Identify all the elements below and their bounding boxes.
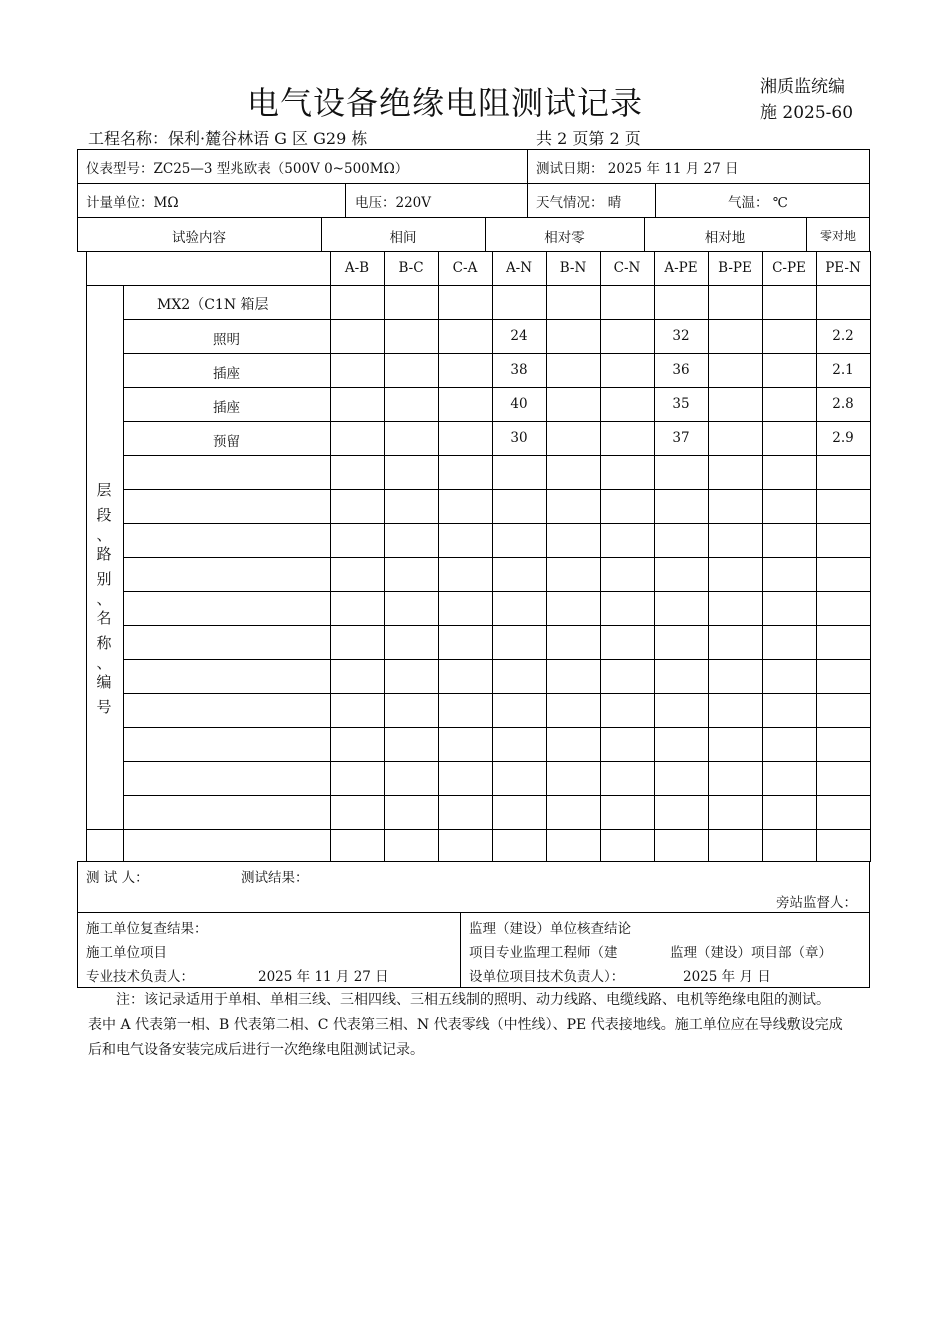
side-label-char: 、 (96, 526, 112, 544)
review-line3: 专业技术负责人： (86, 969, 194, 985)
check-title: 监理（建设）单位核查结论 (469, 921, 631, 937)
column-header-c-pe: C-PE (772, 260, 806, 276)
column-header-c-a: C-A (452, 260, 478, 276)
project-name: 工程名称：保利·麓谷林语 G 区 G29 栋 (88, 129, 368, 148)
page-count: 共 2 页第 2 页 (536, 129, 641, 148)
group-header-test-content: 试验内容 (172, 230, 226, 246)
value-cell: 37 (672, 430, 690, 446)
value-cell: 32 (672, 328, 690, 344)
form-code (760, 74, 853, 126)
value-cell: 2.2 (832, 328, 854, 344)
side-label-char: 层 (96, 481, 112, 499)
test-date: 测试日期： 2025 年 11 月 27 日 (536, 161, 739, 177)
check-date: 2025 年 月 日 (683, 969, 771, 985)
value-cell: 24 (510, 328, 528, 344)
group-header-phase-ground: 相对地 (704, 230, 746, 246)
column-header-b-pe: B-PE (718, 260, 752, 276)
row-name: MX2（C1N 箱层 (157, 297, 269, 313)
row-name: 插座 (213, 366, 240, 382)
value-cell: 40 (510, 396, 528, 412)
value-cell: 38 (510, 362, 528, 378)
value-cell: 36 (672, 362, 690, 378)
note-line1: 注：该记录适用于单相、单相三线、三相四线、三相五线制的照明、动力线路、电缆线路、电机等绝缘电阻的测试。 (116, 992, 830, 1008)
side-label-char: 、 (96, 654, 112, 672)
note-line2: 表中 A 代表第一相、B 代表第二相、C 代表第三相、N 代表零线（中性线）、PE 代表接地线。施工单位应在导线敷设完成 (88, 1017, 843, 1033)
weather: 天气情况： 晴 (536, 195, 622, 211)
side-label-char: 、 (96, 590, 112, 608)
value-cell: 35 (672, 396, 690, 412)
review-line2: 施工单位项目 (86, 945, 167, 961)
instrument-model: 仪表型号：ZC25—3 型兆欧表（500V 0~500MΩ） (86, 161, 409, 177)
row-name: 照明 (213, 332, 240, 348)
group-header-phase-neutral: 相对零 (544, 230, 585, 246)
value-cell: 2.9 (832, 430, 854, 446)
side-label-char: 称 (96, 634, 112, 652)
voltage: 电压：220V (355, 195, 432, 211)
value-cell: 30 (510, 430, 528, 446)
measure-unit: 计量单位：MΩ (86, 195, 179, 211)
review-date: 2025 年 11 月 27 日 (258, 969, 389, 985)
value-cell: 2.1 (832, 362, 854, 378)
side-label-char: 号 (96, 698, 112, 716)
review-title: 施工单位复查结果： (86, 921, 208, 937)
check-line2b: 监理（建设）项目部（章） (670, 945, 832, 961)
supervisor-label: 旁站监督人： (776, 895, 857, 911)
tester-section (77, 861, 870, 913)
document-title: 电气设备绝缘电阻测试记录 (246, 84, 643, 122)
side-label-char: 编 (96, 673, 112, 691)
row-name: 预留 (213, 434, 240, 450)
side-label-char: 名 (96, 609, 112, 627)
side-label (86, 478, 122, 720)
column-header-a-n: A-N (505, 260, 533, 276)
form-code-line1: 湘质监统编 (760, 77, 845, 97)
check-line3: 设单位项目技术负责人）： (469, 969, 625, 985)
test-result-label: 测试结果： (241, 870, 309, 886)
side-label-char: 路 (96, 545, 112, 563)
side-label-char: 段 (96, 506, 112, 524)
note-line3: 后和电气设备安装完成后进行一次绝缘电阻测试记录。 (88, 1042, 424, 1058)
form-code-line2: 施 2025-60 (760, 103, 854, 123)
column-header-a-b: A-B (344, 260, 370, 276)
side-label-char: 别 (96, 570, 112, 588)
group-header-phase-phase: 相间 (389, 230, 417, 246)
temperature: 气温： ℃ (728, 195, 788, 211)
column-header-pe-n: PE-N (825, 260, 861, 276)
column-header-a-pe: A-PE (664, 260, 698, 276)
check-line2a: 项目专业监理工程师（建 (469, 945, 618, 961)
column-header-b-c: B-C (398, 260, 424, 276)
column-header-b-n: B-N (559, 260, 587, 276)
column-header-c-n: C-N (613, 260, 641, 276)
tester-label: 测 试 人： (86, 870, 149, 886)
group-header-neutral-ground: 零对地 (819, 229, 856, 243)
value-cell: 2.8 (832, 396, 854, 412)
row-name: 插座 (213, 400, 240, 416)
